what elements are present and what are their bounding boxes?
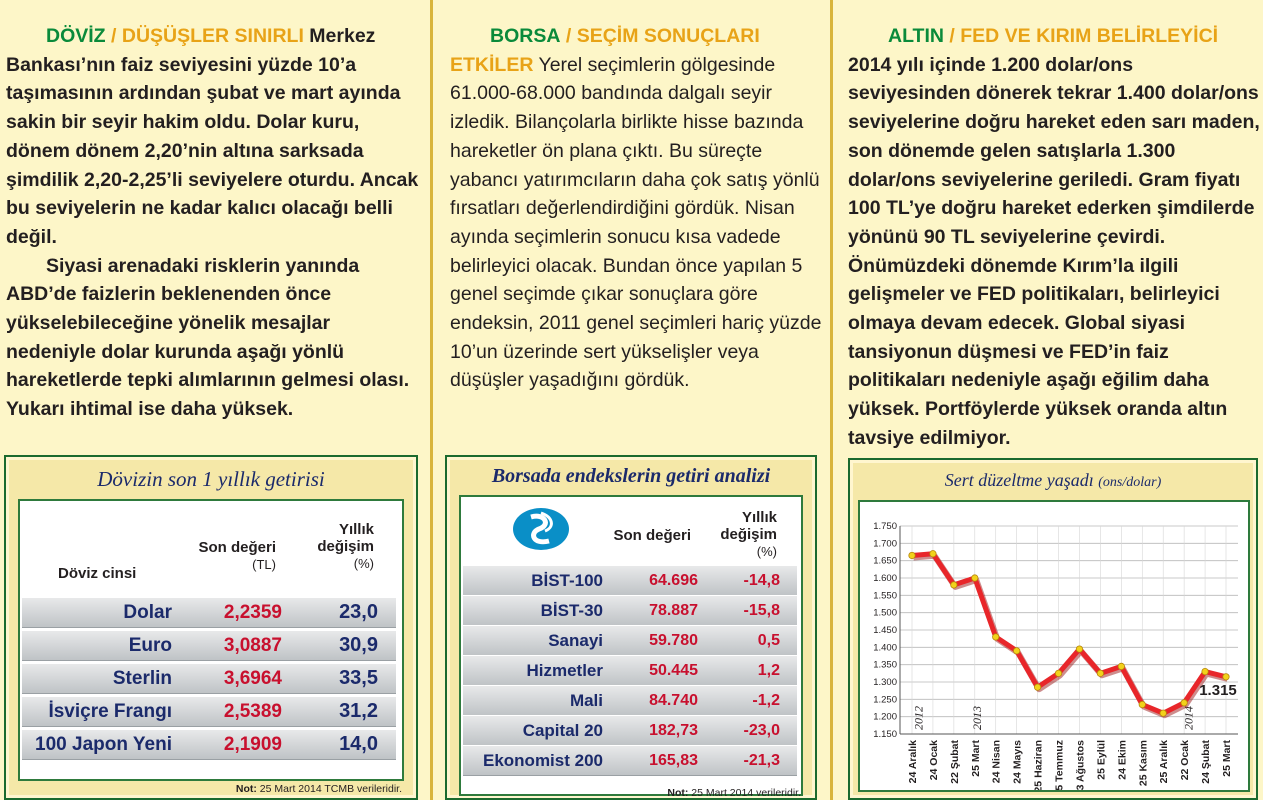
y-tick-label: 1.450 — [873, 625, 897, 636]
gold-chart — [858, 500, 1250, 792]
borsa-article — [450, 22, 822, 395]
doviz-paragraph-1: Merkez Bankası’nın faiz seviyesini yüzde 10’a taşımasının ardından şubat ve mart ayında sakin bir seyir hakim oldu. Dolar kuru, dönem dönem 2,20’nin altına sarksada şimdilik 2,20-2,25’li seviyelere oturdu. Ancak bu seviyelerin ne kadar kalıcı olacağı belli değil. — [6, 25, 419, 248]
cell-change: 30,9 — [339, 634, 378, 656]
fx-col-header-name: Döviz cinsi — [58, 565, 137, 582]
fx-table-panel — [4, 455, 418, 800]
x-tick-label: 25 Temmuz — [1053, 740, 1066, 790]
data-point — [1160, 710, 1166, 716]
cell-value: 2,1909 — [223, 734, 282, 755]
data-point — [951, 582, 957, 588]
column-divider — [830, 0, 833, 800]
index-table — [459, 495, 803, 796]
y-tick-label: 1.250 — [873, 694, 897, 706]
y-tick-label: 1.650 — [873, 555, 897, 567]
data-point — [930, 551, 936, 557]
borsa-paragraph-1: Yerel seçimlerin gölgesinde 61.000-68.000 bandında dalgalı seyir izledik. Bilançolarla birlikte hisse bazında hareketler ön plana çıktı. Bu süreçte yabancı yatırımcıların daha çok satış yönlü fırsatları değerlendirdiğini gördük. Nisan ayında seçimlerin sonucu kısa vadede belirleyici olacak. Bundan önce yapılan 5 genel seçimde çıkar sonuçlara göre endeksin, 2011 genel seçimleri hariç yüzde 10’un üzerinde sert yükselişler veya düşüşler yaşadığını gördük. — [450, 53, 822, 392]
doviz-headline: DÜŞÜŞLER SINIRLI — [121, 25, 304, 47]
gold-chart-unit: (ons/dolar) — [1098, 475, 1162, 490]
data-point — [1223, 674, 1229, 680]
column-divider — [430, 0, 433, 800]
x-tick-label: 25 Mart — [1221, 740, 1233, 777]
table-row — [22, 696, 396, 727]
y-tick-label: 1.300 — [873, 677, 897, 688]
table-row — [22, 597, 396, 628]
cell-change: 31,2 — [339, 700, 378, 722]
cell-value: 64.696 — [649, 572, 698, 589]
series-line-shadow — [914, 556, 1228, 715]
x-tick-label: 24 Ocak — [927, 740, 940, 781]
table-row — [463, 685, 797, 716]
x-tick-label: 22 Ocak — [1179, 740, 1192, 781]
table-row — [22, 729, 396, 760]
y-tick-label: 1.750 — [873, 521, 897, 532]
x-tick-label: 24 Şubat — [1200, 740, 1213, 784]
data-point — [909, 552, 915, 558]
cell-change: -14,8 — [743, 572, 780, 589]
data-point — [1118, 663, 1124, 669]
data-point — [1097, 670, 1103, 676]
cell-change: 23,0 — [339, 601, 378, 623]
data-point — [1139, 701, 1145, 707]
fx-table-title: Dövizin son 1 yıllık getirisi — [97, 467, 325, 491]
y-tick-label: 1.500 — [873, 607, 897, 619]
year-label: 2012 — [911, 706, 926, 730]
gold-chart-title-row — [850, 470, 1256, 491]
x-tick-label: 22 Şubat — [948, 740, 961, 784]
data-point — [1055, 670, 1061, 676]
y-tick-label: 1.200 — [873, 711, 897, 723]
altin-paragraph-1: 2014 yılı içinde 1.200 dolar/ons seviyesinden dönerek tekrar 1.400 dolar/ons seviyelerine doğru hareket eden sarı maden, son dönemde gelen satışlarla 1.300 dolar/ons seviyelerine geriledi. Gram fiyatı 100 TL’ye doğru hareket ederken şimdilerde yönünü 90 TL seviyelerine çevirdi. Önümüzdeki dönemde Kırım’la ilgili gelişmeler ve FED politikaları, belirleyici olmaya devam edecek. Global siyasi tansiyonun düşmesi ve FED’in faiz politikaları nedeniyle aşağı eğilim daha yüksek. Portföylerde yüksek oranda altın tavsiye edilmiyor. — [848, 53, 1260, 449]
doviz-kicker: DÖVİZ — [46, 25, 106, 47]
year-label: 2013 — [970, 706, 985, 730]
cell-change: -15,8 — [743, 602, 780, 619]
doviz-article — [6, 22, 424, 424]
table-row — [463, 595, 797, 626]
data-point — [1034, 684, 1040, 690]
data-point — [1013, 648, 1019, 654]
year-label: 2014 — [1181, 706, 1196, 730]
x-tick-label: 24 Aralık — [907, 740, 919, 784]
cell-value: 78.887 — [649, 602, 698, 619]
fx-col-header-change: Yıllık değişim (%) — [317, 521, 374, 571]
y-tick-label: 1.600 — [873, 573, 897, 584]
gold-price-line-chart — [860, 502, 1248, 790]
altin-kicker: ALTIN — [888, 25, 944, 47]
data-point — [993, 634, 999, 640]
index-table-panel — [445, 455, 817, 800]
altin-article — [848, 22, 1260, 453]
cell-change: 1,2 — [757, 662, 780, 679]
kicker-separator: / — [111, 25, 117, 47]
cell-value: 182,73 — [649, 722, 698, 739]
table-row — [463, 745, 797, 776]
cell-value: 165,83 — [649, 752, 698, 769]
x-tick-label: 24 Nisan — [990, 740, 1003, 784]
cell-name: BİST-30 — [540, 601, 603, 620]
altin-headline: FED VE KIRIM BELİRLEYİCİ — [960, 25, 1219, 47]
x-tick-label: 25 Kasım — [1137, 740, 1150, 787]
table-row — [22, 630, 396, 661]
x-tick-label: 25 Haziran — [1032, 740, 1045, 790]
cell-name: 100 Japon Yeni — [35, 734, 172, 755]
cell-name: Mali — [569, 691, 603, 710]
cell-name: Euro — [128, 635, 172, 656]
x-tick-label: 25 Mart — [969, 740, 982, 777]
table-row — [463, 625, 797, 656]
table-row — [463, 565, 797, 596]
data-point — [1076, 646, 1082, 652]
y-tick-label: 1.550 — [873, 590, 897, 602]
x-tick-label: 25 Eylül — [1095, 740, 1108, 780]
cell-name: Hizmetler — [526, 661, 603, 680]
table-row — [463, 655, 797, 686]
data-point — [1181, 700, 1187, 706]
fx-table — [18, 499, 404, 781]
index-col-header-change: Yıllık değişim (%) — [720, 509, 777, 559]
index-table-note: Not: 25 Mart 2014 verileridir. — [667, 787, 801, 799]
cell-change: -1,2 — [752, 692, 780, 709]
cell-name: Sterlin — [112, 668, 172, 689]
index-table-title: Borsada endekslerin getiri analizi — [491, 465, 771, 487]
borsa-headline: SEÇİM SONUÇLARI ETKİLER — [450, 25, 760, 76]
x-tick-label: 23 Ağustos — [1074, 740, 1087, 790]
cell-value: 50.445 — [649, 662, 698, 679]
end-value-label: 1.315 — [1199, 681, 1237, 699]
cell-value: 3,6964 — [223, 668, 282, 689]
x-tick-label: 24 Mayıs — [1011, 740, 1024, 784]
borsa-istanbul-logo — [511, 507, 571, 551]
cell-change: -21,3 — [743, 752, 780, 769]
cell-name: Ekonomist 200 — [483, 751, 603, 770]
table-row — [22, 663, 396, 694]
gold-chart-title: Sert düzeltme yaşadı — [944, 470, 1094, 490]
y-tick-label: 1.700 — [873, 538, 897, 550]
fx-col-header-value: Son değeri (TL) — [198, 539, 276, 572]
cell-value: 3,0887 — [223, 635, 282, 656]
cell-change: 0,5 — [757, 632, 780, 649]
cell-value: 84.740 — [649, 692, 698, 709]
y-tick-label: 1.350 — [873, 659, 897, 671]
table-row — [463, 715, 797, 746]
kicker-separator: / — [565, 25, 572, 47]
doviz-paragraph-2: Siyasi arenadaki risklerin yanında ABD’de faizlerin beklenenden önce yükselebileceğine yönelik mesajlar nedeniyle dolar kurunda aşağı yönlü hareketlerde tepki alımlarının gelmesi olası. Yukarı ihtimal ise daha yüksek. — [6, 254, 410, 421]
cell-name: BİST-100 — [531, 571, 603, 590]
cell-change: -23,0 — [743, 722, 780, 739]
y-tick-label: 1.150 — [873, 729, 897, 740]
x-tick-label: 25 Aralık — [1158, 740, 1171, 784]
gold-chart-panel — [848, 458, 1258, 800]
x-tick-label: 24 Ekim — [1116, 740, 1129, 780]
cell-value: 2,5389 — [223, 701, 282, 722]
data-point — [1202, 668, 1208, 674]
y-tick-label: 1.400 — [873, 642, 897, 654]
borsa-kicker: BORSA — [490, 25, 561, 47]
cell-name: Sanayi — [548, 631, 603, 650]
cell-change: 33,5 — [339, 667, 378, 689]
cell-value: 59.780 — [649, 632, 698, 649]
cell-name: İsviçre Frangı — [48, 701, 172, 722]
cell-value: 2,2359 — [223, 602, 282, 623]
index-col-header-value: Son değeri — [613, 527, 691, 544]
data-point — [972, 575, 978, 581]
kicker-separator: / — [949, 25, 955, 47]
cell-name: Dolar — [123, 602, 172, 623]
fx-table-note: Not: 25 Mart 2014 TCMB verileridir. — [235, 783, 402, 795]
cell-name: Capital 20 — [522, 721, 603, 740]
cell-change: 14,0 — [339, 733, 378, 755]
